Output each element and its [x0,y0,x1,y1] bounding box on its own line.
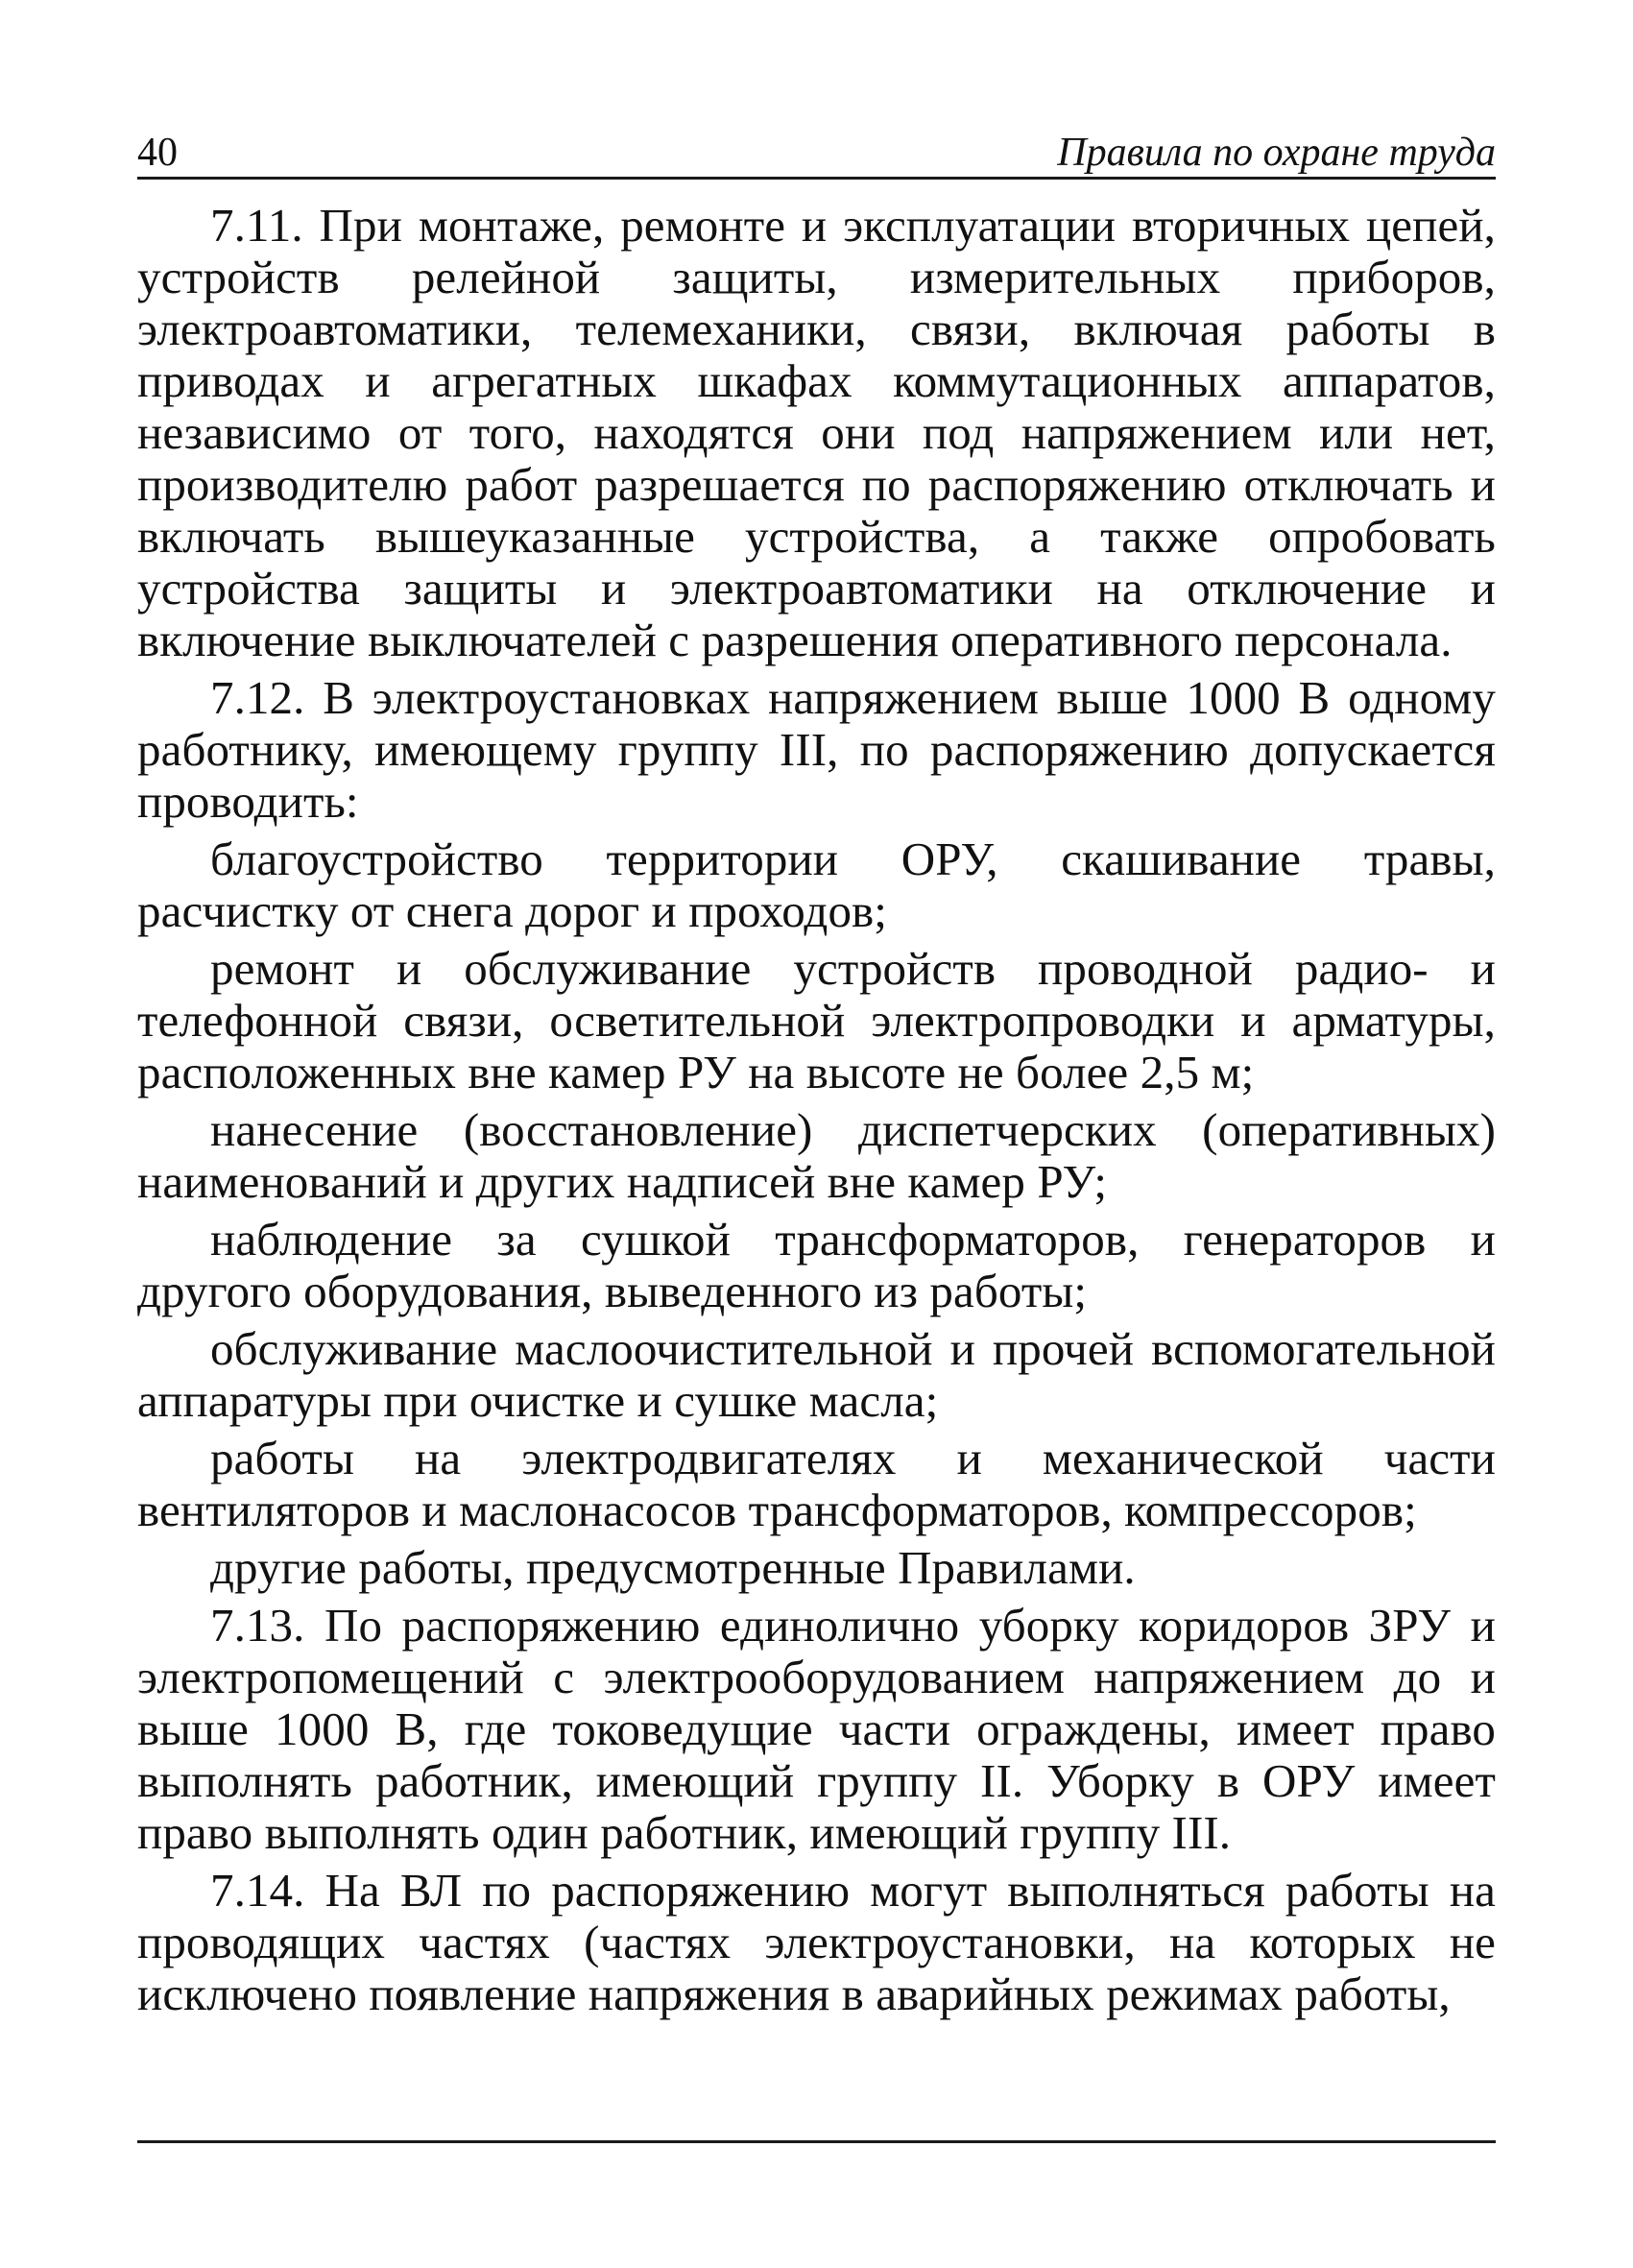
paragraph-7-13: 7.13. По распоряжению единолично уборку коридоров ЗРУ и электропомещений с электрооборудованием напряжением до и выше 1000 В, где токоведущие части ограждены, имеет право выполнять работник, имеющий группу II. Уборку в ОРУ имеет право выполнять один работник, имеющий группу III. [137,1599,1496,1859]
list-item: благоустройство территории ОРУ, скашивание травы, расчистку от снега дорог и проходов; [137,832,1496,937]
page-header [137,117,1496,180]
list-item: нанесение (восстановление) диспетчерских (оперативных) наименований и других надписей вне камер РУ; [137,1103,1496,1208]
list-item: обслуживание маслоочистительной и прочей вспомогательной аппаратуры при очистке и сушке масла; [137,1322,1496,1427]
body-text [137,200,1496,2024]
list-item: ремонт и обслуживание устройств проводной радио- и телефонной связи, осветительной электропроводки и арматуры, расположенных вне камер РУ на высоте не более 2,5 м; [137,942,1496,1098]
paragraph-7-12: 7.12. В электроустановках напряжением выше 1000 В одному работнику, имеющему группу III, по распоряжению допускается проводить: [137,671,1496,828]
footer-divider [137,2140,1496,2143]
page-number: 40 [137,131,178,175]
list-item: работы на электродвигателях и механической части вентиляторов и маслонасосов трансформаторов, компрессоров; [137,1432,1496,1536]
running-title: Правила по охране труда [1057,131,1496,175]
list-item: наблюдение за сушкой трансформаторов, генераторов и другого оборудования, выведенного из работы; [137,1213,1496,1317]
paragraph-7-11: 7.11. При монтаже, ремонте и эксплуатации вторичных цепей, устройств релейной защиты, измерительных приборов, электроавтоматики, телемеханики, связи, включая работы в приводах и агрегатных шкафах коммутационных аппаратов, независимо от того, находятся они под напряжением или нет, производителю работ разрешается по распоряжению отключать и включать вышеуказанные устройства, а также опробовать устройства защиты и электроавтоматики на отключение и включение выключателей с разрешения оперативного персонала. [137,199,1496,666]
paragraph-7-14: 7.14. На ВЛ по распоряжению могут выполняться работы на проводящих частях (частях электроустановки, на которых не исключено появление напряжения в аварийных режимах работы, [137,1864,1496,2020]
list-item: другие работы, предусмотренные Правилами. [210,1541,1136,1594]
